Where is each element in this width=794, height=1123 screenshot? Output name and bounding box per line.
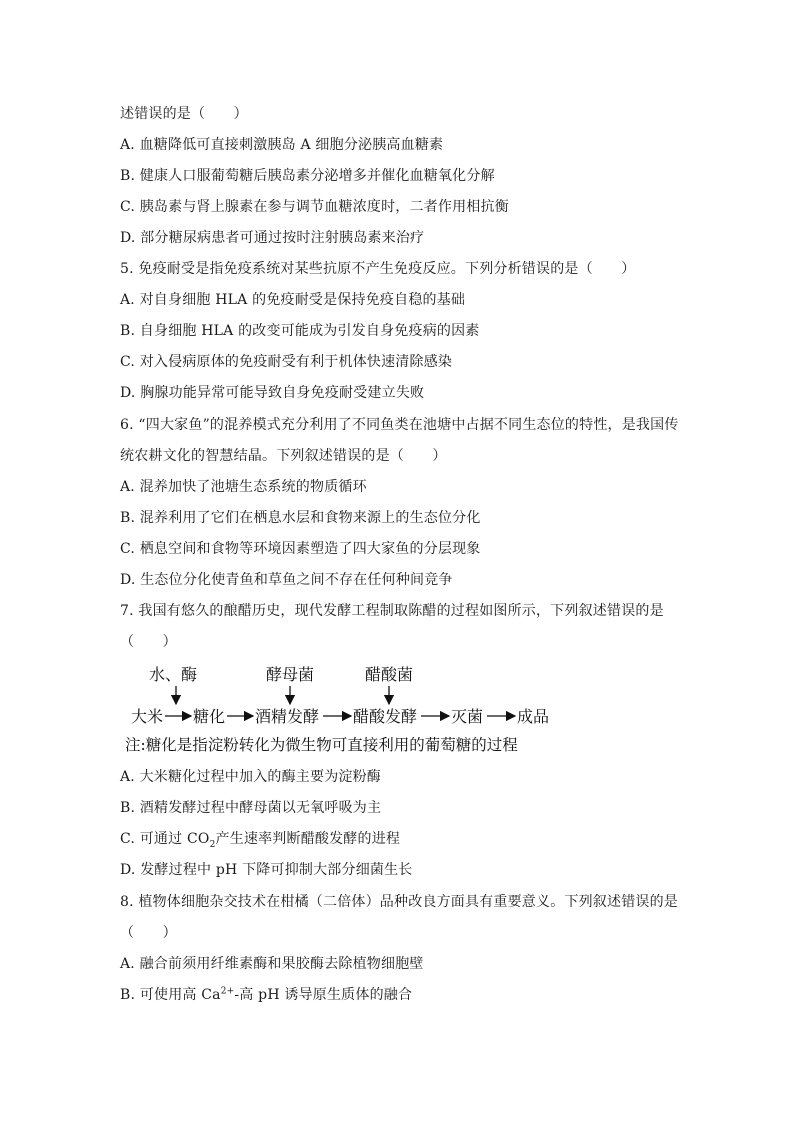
vinegar-process-diagram <box>125 662 685 758</box>
q5-option-a: A. 对自身细胞 HLA 的免疫耐受是保持免疫自稳的基础 <box>120 292 466 308</box>
q4-option-a: A. 血糖降低可直接刺激胰岛 A 细胞分泌胰高血糖素 <box>120 137 444 153</box>
q8-option-b-post: -高 pH 诱导原生质体的融合 <box>234 987 413 1003</box>
q8-option-b <box>120 985 412 1005</box>
diagram-note: 注:糖化是指淀粉转化为微生物可直接利用的葡萄糖的过程 <box>125 736 518 754</box>
step-acetic-fermentation: 醋酸发酵 <box>353 707 418 726</box>
question-5-stem: 5. 免疫耐受是指免疫系统对某些抗原不产生免疫反应。下列分析错误的是（ ） <box>120 261 636 277</box>
step-sterilization: 灭菌 <box>451 707 484 726</box>
q8-option-a: A. 融合前须用纤维素酶和果胶酶去除植物细胞壁 <box>120 956 424 972</box>
q6-option-d: D. 生态位分化使青鱼和草鱼之间不存在任何种间竞争 <box>120 572 453 588</box>
q4-option-d: D. 部分糖尿病患者可通过按时注射胰岛素来治疗 <box>120 230 425 246</box>
question-7-stem-line1: 7. 我国有悠久的酿醋历史，现代发酵工程制取陈醋的过程如图所示，下列叙述错误的是 <box>120 603 664 619</box>
q6-option-a: A. 混养加快了池塘生态系统的物质循环 <box>120 479 367 495</box>
q5-option-d: D. 胸腺功能异常可能导致自身免疫耐受建立失败 <box>120 385 425 401</box>
q7-option-c-sub: 2 <box>209 839 216 850</box>
q5-option-c: C. 对入侵病原体的免疫耐受有利于机体快速清除感染 <box>120 354 453 370</box>
question-8-stem-line1: 8. 植物体细胞杂交技术在柑橘（二倍体）品种改良方面具有重要意义。下列叙述错误的是 <box>120 894 679 910</box>
question-6-stem-line2: 统农耕文化的智慧结晶。下列叙述错误的是（ ） <box>120 448 447 464</box>
q7-option-b: B. 酒精发酵过程中酵母菌以无氧呼吸为主 <box>120 800 382 816</box>
question-6-stem-line1: 6. “四大家鱼”的混养模式充分利用了不同鱼类在池塘中占据不同生态位的特性，是我国传 <box>120 417 679 433</box>
q7-option-c <box>120 829 400 849</box>
step-rice: 大米 <box>131 707 164 726</box>
q7-option-a: A. 大米糖化过程中加入的酶主要为淀粉酶 <box>120 769 382 785</box>
q6-option-c: C. 栖息空间和食物等环境因素塑造了四大家鱼的分层现象 <box>120 541 481 557</box>
step-saccharification: 糖化 <box>193 707 226 726</box>
q8-option-b-sup: 2+ <box>220 986 235 997</box>
q4-option-c: C. 胰岛素与肾上腺素在参与调节血糖浓度时，二者作用相抗衡 <box>120 199 509 215</box>
question-8-stem-line2: （ ） <box>120 925 177 941</box>
q7-option-d: D. 发酵过程中 pH 下降可抑制大部分细菌生长 <box>120 862 413 878</box>
step-product: 成品 <box>517 707 550 726</box>
step-alcohol-fermentation: 酒精发酵 <box>255 707 320 726</box>
input-water-enzyme: 水、酶 <box>149 665 198 684</box>
q5-option-b: B. 自身细胞 HLA 的改变可能成为引发自身免疫病的因素 <box>120 323 480 339</box>
input-acetic-bacteria: 醋酸菌 <box>365 665 414 684</box>
question-7-stem-line2: （ ） <box>120 634 177 650</box>
q4-option-b: B. 健康人口服葡萄糖后胰岛素分泌增多并催化血糖氧化分解 <box>120 168 495 184</box>
q7-option-c-pre: C. 可通过 CO <box>120 831 210 847</box>
input-yeast: 酵母菌 <box>266 665 315 684</box>
question-4-stem-end: 述错误的是（ ） <box>120 106 248 122</box>
q6-option-b: B. 混养利用了它们在栖息水层和食物来源上的生态位分化 <box>120 510 481 526</box>
q7-option-c-post: 产生速率判断醋酸发酵的进程 <box>215 831 401 847</box>
q8-option-b-pre: B. 可使用高 Ca <box>120 987 221 1003</box>
